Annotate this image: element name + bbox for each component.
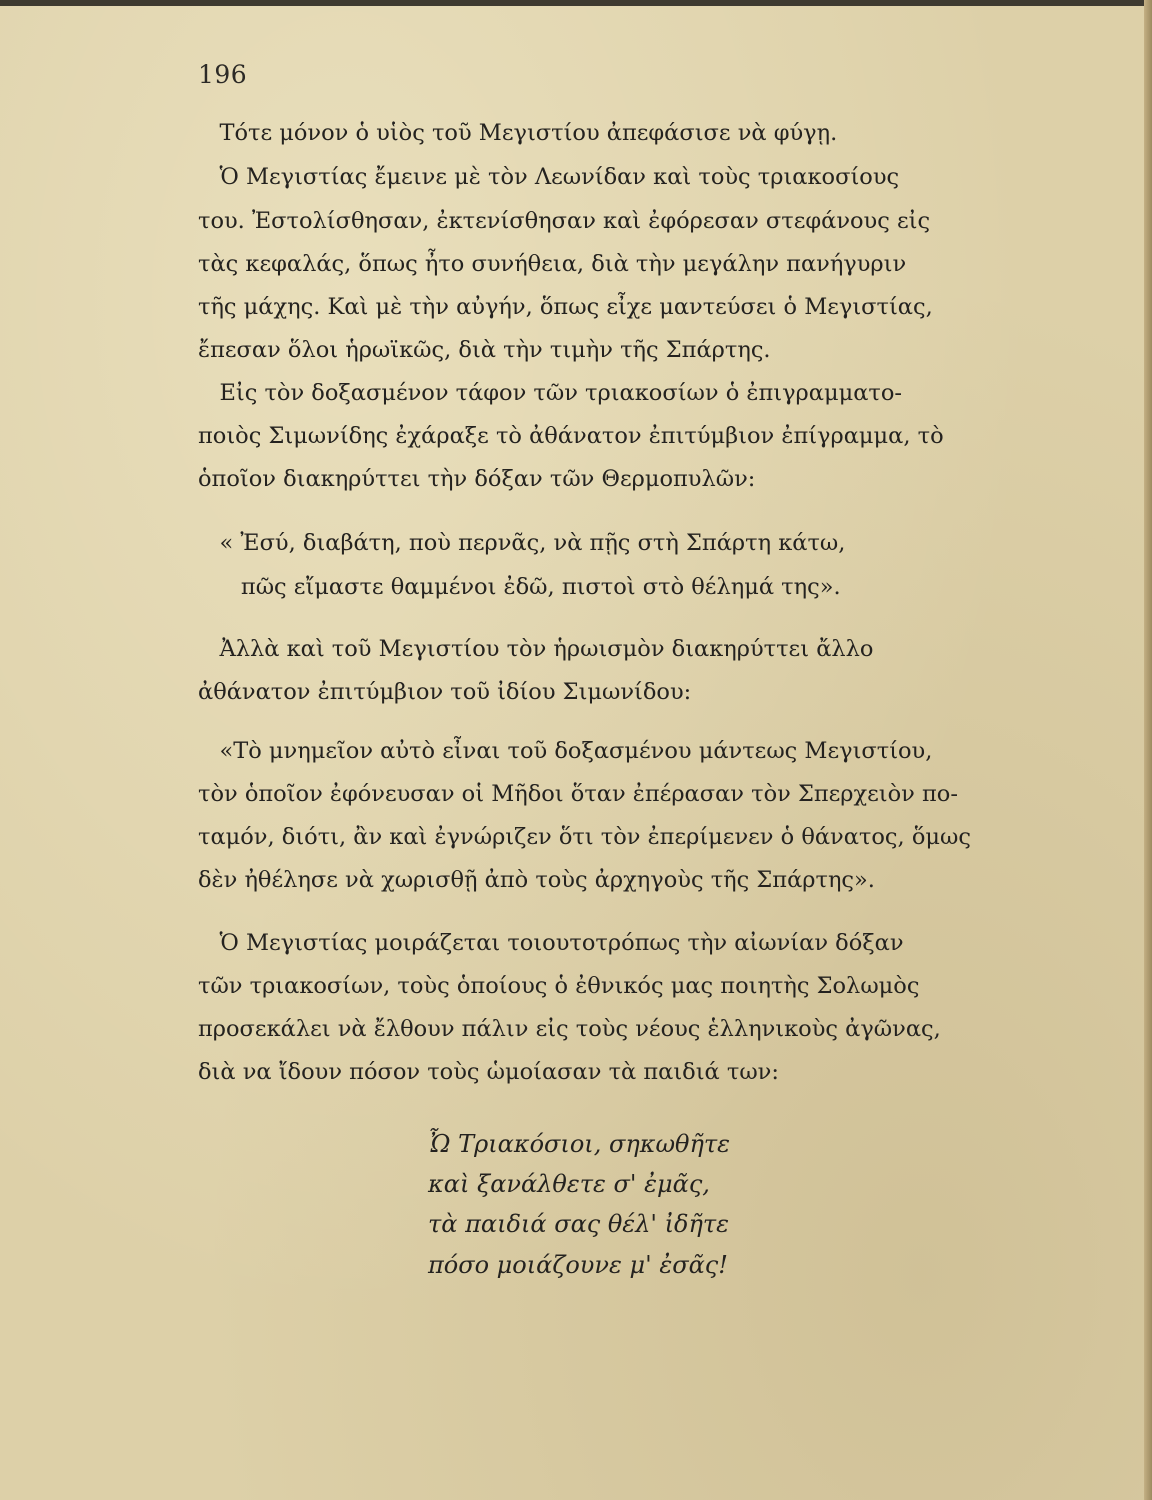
epigram-line: πῶς εἴμαστε θαμμένοι ἐδῶ, πιστοὶ στὸ θέλημά της».	[198, 574, 841, 600]
page-top-edge	[0, 0, 1152, 6]
text-line: τῆς μάχης. Καὶ μὲ τὴν αὐγήν, ὅπως εἶχε μαντεύσει ὁ Μεγιστίας,	[198, 294, 933, 320]
text-line: Ὁ Μεγιστίας μοιράζεται τοιουτοτρόπως τὴν αἰωνίαν δόξαν	[198, 930, 904, 956]
poem-line: πόσο μοιάζουνε μ' ἐσᾶς!	[428, 1251, 728, 1279]
text-line: Εἰς τὸν δοξασμένον τάφον τῶν τριακοσίων ὁ ἐπιγραμματο-	[198, 380, 902, 406]
text-line: τὰς κεφαλάς, ὅπως ἦτο συνήθεια, διὰ τὴν μεγάλην πανήγυριν	[198, 251, 907, 277]
epigram-line: «Τὸ μνημεῖον αὐτὸ εἶναι τοῦ δοξασμένου μάντεως Μεγιστίου,	[198, 738, 933, 764]
text-line: ποιὸς Σιμωνίδης ἐχάραξε τὸ ἀθάνατον ἐπιτύμβιον ἐπίγραμμα, τὸ	[198, 423, 944, 449]
page-number: 196	[198, 60, 248, 89]
epigram-line: « Ἐσύ, διαβάτη, ποὺ περνᾶς, νὰ πῇς στὴ Σπάρτη κάτω,	[198, 530, 846, 556]
epigram-line: ταμόν, διότι, ἂν καὶ ἐγνώριζεν ὅτι τὸν ἐπερίμενεν ὁ θάνατος, ὅμως	[198, 824, 971, 850]
text-line: διὰ να ἴδουν πόσον τοὺς ὡμοίασαν τὰ παιδιά των:	[198, 1059, 779, 1085]
text-line: ὁποῖον διακηρύττει τὴν δόξαν τῶν Θερμοπυλῶν:	[198, 466, 756, 492]
text-line: τῶν τριακοσίων, τοὺς ὁποίους ὁ ἐθνικός μας ποιητὴς Σολωμὸς	[198, 973, 920, 999]
text-line: ἔπεσαν ὅλοι ἡρωϊκῶς, διὰ τὴν τιμὴν τῆς Σπάρτης.	[198, 337, 771, 363]
text-line: Ὁ Μεγιστίας ἔμεινε μὲ τὸν Λεωνίδαν καὶ τοὺς τριακοσίους	[198, 164, 900, 190]
epigram-line: δὲν ἠθέλησε νὰ χωρισθῇ ἀπὸ τοὺς ἀρχηγοὺς τῆς Σπάρτης».	[198, 867, 875, 893]
text-line: Ἀλλὰ καὶ τοῦ Μεγιστίου τὸν ἡρωισμὸν διακηρύττει ἄλλο	[198, 636, 874, 662]
text-line: του. Ἐστολίσθησαν, ἐκτενίσθησαν καὶ ἐφόρεσαν στεφάνους εἰς	[198, 208, 931, 234]
poem-line: τὰ παιδιά σας θέλ' ἰδῆτε	[428, 1210, 730, 1238]
poem-line: Ὦ Τριακόσιοι, σηκωθῆτε	[428, 1130, 731, 1158]
text-line: ἀθάνατον ἐπιτύμβιον τοῦ ἰδίου Σιμωνίδου:	[198, 679, 692, 705]
poem-line: καὶ ξανάλθετε σ' ἐμᾶς,	[428, 1170, 710, 1198]
text-line: Τότε μόνον ὁ υἱὸς τοῦ Μεγιστίου ἀπεφάσισε νὰ φύγῃ.	[198, 120, 838, 146]
page-right-edge	[1144, 0, 1152, 1500]
text-line: προσεκάλει νὰ ἔλθουν πάλιν εἰς τοὺς νέους ἑλληνικοὺς ἀγῶνας,	[198, 1016, 941, 1042]
epigram-line: τὸν ὁποῖον ἐφόνευσαν οἱ Μῆδοι ὅταν ἐπέρασαν τὸν Σπερχειὸν πο-	[198, 781, 958, 807]
